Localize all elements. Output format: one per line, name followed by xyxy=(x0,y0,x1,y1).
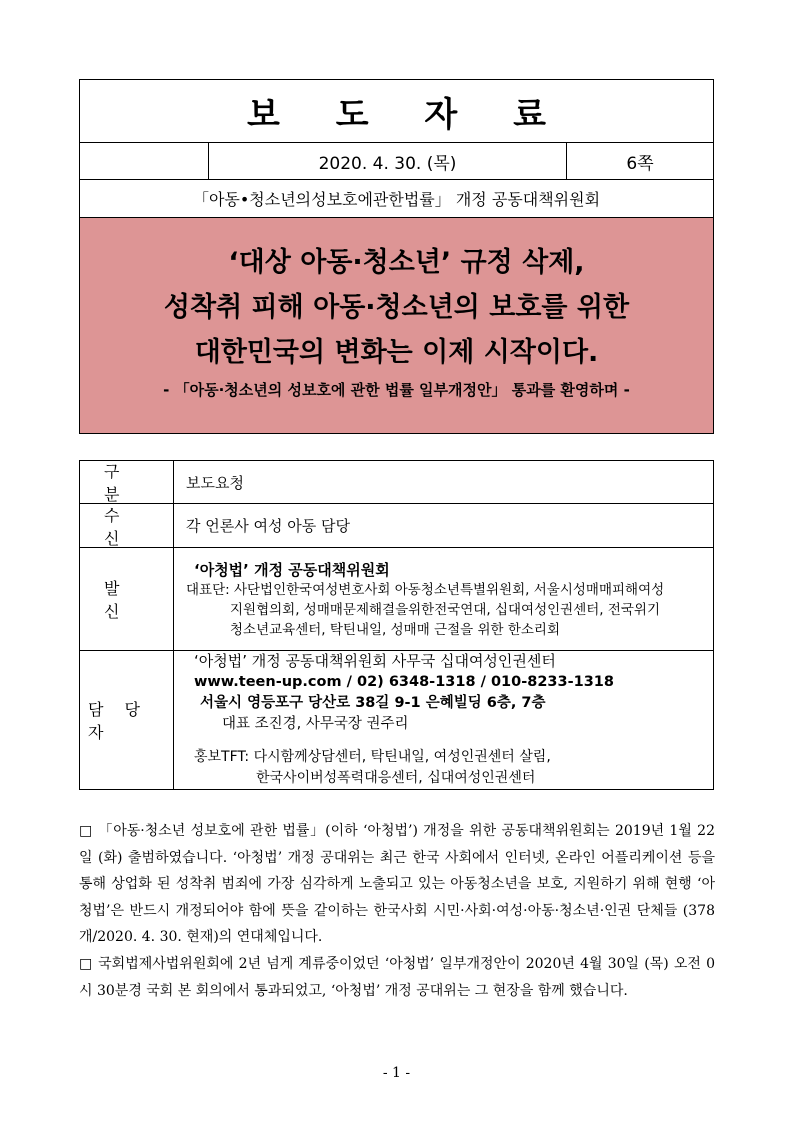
contact-address: 서울시 영등포구 당산로 38길 9-1 은혜빌딩 6층, 7층 xyxy=(200,695,546,711)
sender-value xyxy=(174,548,713,650)
contact-phone: www.teen-up.com / 02) 6348-1318 / 010-8233-1318 xyxy=(194,674,614,690)
pr-tft-line: 한국사이버성폭력대응센터, 십대여성인권센터 xyxy=(256,770,536,786)
category-row xyxy=(80,461,713,504)
contact-row xyxy=(80,651,713,789)
contact-value xyxy=(174,651,713,789)
headline-line-3: 대한민국의 변화는 이제 시작이다. xyxy=(194,337,599,368)
contact-people: 대표 조진경, 사무국장 권주리 xyxy=(222,716,409,732)
headline-line-1: ‘대상 아동·청소년’ 규정 삭제, xyxy=(228,247,585,278)
sender-row xyxy=(80,548,713,651)
page-count: 6쪽 xyxy=(626,153,654,174)
body-paragraph: □ 「아동·청소년 성보호에 관한 법률」(이하 ‘아청법’) 개정을 위한 공동대책위원회는 2019년 1월 22일 (화) 출범하였습니다. ‘아청법’ 개정 공대위는 최근 한국 사회에서 인터넷, 온라인 어플리케이션 등을 통해 상업화 된 성착취 범죄에 가장 심각하게 노출되고 있는 아동청소년을 보호, 지원하기 위해 현행 ‘아청법’은 반드시 개정되어야 함에 뜻을 같이하는 한국사회 시민·사회·여성·아동·청소년·인권 단체들 (378개/2020. 4. 30. 현재)의 연대체입니다. xyxy=(79,823,715,946)
date-row xyxy=(80,143,713,180)
recipient-label: 수 신 xyxy=(80,504,174,547)
sender-line: 대표단: 사단법인한국여성변호사회 아동청소년특별위원회, 서울시성매매피해여성 xyxy=(186,581,665,598)
pr-tft-line: 홍보TFT: 다시함께상담센터, 탁틴내일, 여성인권센터 살림, xyxy=(194,749,551,765)
release-date: 2020. 4. 30. (목) xyxy=(209,143,567,179)
sender-line: 청소년교육센터, 탁틴내일, 성매매 근절을 위한 한소리회 xyxy=(230,621,560,638)
body-text xyxy=(79,818,715,1004)
sender-label: 발 신 xyxy=(80,548,174,650)
issuing-organization: 「아동•청소년의성보호에관한법률」 개정 공동대책위원회 xyxy=(80,180,713,218)
distribution-info-table xyxy=(79,460,714,790)
headline-line-2: 성착취 피해 아동·청소년의 보호를 위한 xyxy=(163,292,630,323)
body-paragraph: □ 국회법제사법위원회에 2년 넘게 계류중이었던 ‘아청법’ 일부개정안이 2020년 4월 30일 (목) 오전 0시 30분경 국회 본 회의에서 통과되었고, ‘아청법’ 개정 공대위는 그 현장을 함께 했습니다. xyxy=(79,955,715,999)
category-label: 구 분 xyxy=(80,461,174,503)
headline-block xyxy=(80,218,713,433)
recipient-value: 각 언론사 여성 아동 담당 xyxy=(186,517,350,535)
page-number: - 1 - xyxy=(382,1065,411,1081)
empty-cell xyxy=(80,143,209,179)
contact-label: 담 당 자 xyxy=(80,651,174,789)
subheadline: - 「아동·청소년의 성보호에 관한 법률 일부개정안」 통과를 환영하며 - xyxy=(163,381,630,399)
contact-office: ‘아청법’ 개정 공동대책위원회 사무국 십대여성인권센터 xyxy=(194,652,556,670)
sender-line: 지원협의회, 성매매문제해결을위한전국연대, 십대여성인권센터, 전국위기 xyxy=(230,601,661,618)
recipient-row xyxy=(80,504,713,548)
document-title: 보 도 자 료 xyxy=(80,80,713,143)
press-release-header xyxy=(79,79,714,434)
sender-title: ‘아청법’ 개정 공동대책위원회 xyxy=(194,560,390,579)
category-value: 보도요청 xyxy=(186,473,244,492)
